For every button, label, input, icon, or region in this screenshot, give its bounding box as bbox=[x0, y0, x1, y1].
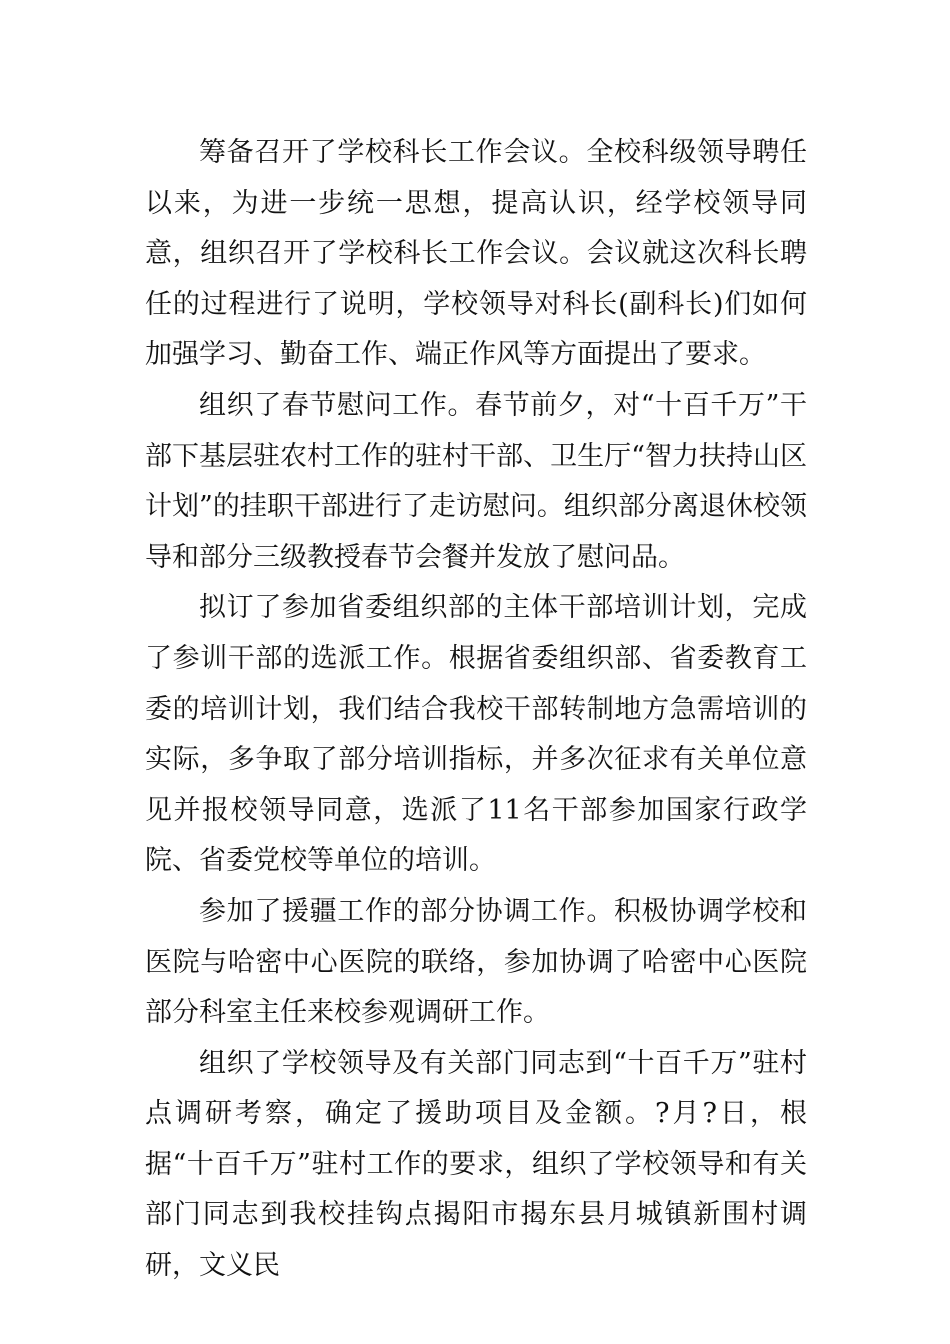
paragraph-5: 组织了学校领导及有关部门同志到“十百千万”驻村点调研考察，确定了援助项目及金额。?月?日，根据“十百千万”驻村工作的要求，组织了学校领导和有关部门同志到我校挂钩点揭阳市揭东县月城镇新围村调研，文义民 bbox=[145, 1047, 807, 1282]
paragraph-3: 拟订了参加省委组织部的主体干部培训计划，完成了参训干部的选派工作。根据省委组织部、省委教育工委的培训计划，我们结合我校干部转制地方急需培训的实际，多争取了部分培训指标，并多次征求有关单位意见并报校领导同意，选派了11名干部参加国家行政学院、省委党校等单位的培训。 bbox=[145, 592, 807, 877]
paragraph-1: 筹备召开了学校科长工作会议。全校科级领导聘任以来，为进一步统一思想，提高认识，经学校领导同意，组织召开了学校科长工作会议。会议就这次科长聘任的过程进行了说明，学校领导对科长(副科长)们如何加强学习、勤奋工作、端正作风等方面提出了要求。 bbox=[145, 137, 807, 371]
paragraph-2: 组织了春节慰问工作。春节前夕，对“十百千万”干部下基层驻农村工作的驻村干部、卫生厅“智力扶持山区计划”的挂职干部进行了走访慰问。组织部分离退休校领导和部分三级教授春节会餐并发放了慰问品。 bbox=[145, 389, 807, 573]
paragraph-4: 参加了援疆工作的部分协调工作。积极协调学校和医院与哈密中心医院的联络，参加协调了哈密中心医院部分科室主任来校参观调研工作。 bbox=[145, 895, 807, 1029]
document-body bbox=[145, 128, 807, 1292]
